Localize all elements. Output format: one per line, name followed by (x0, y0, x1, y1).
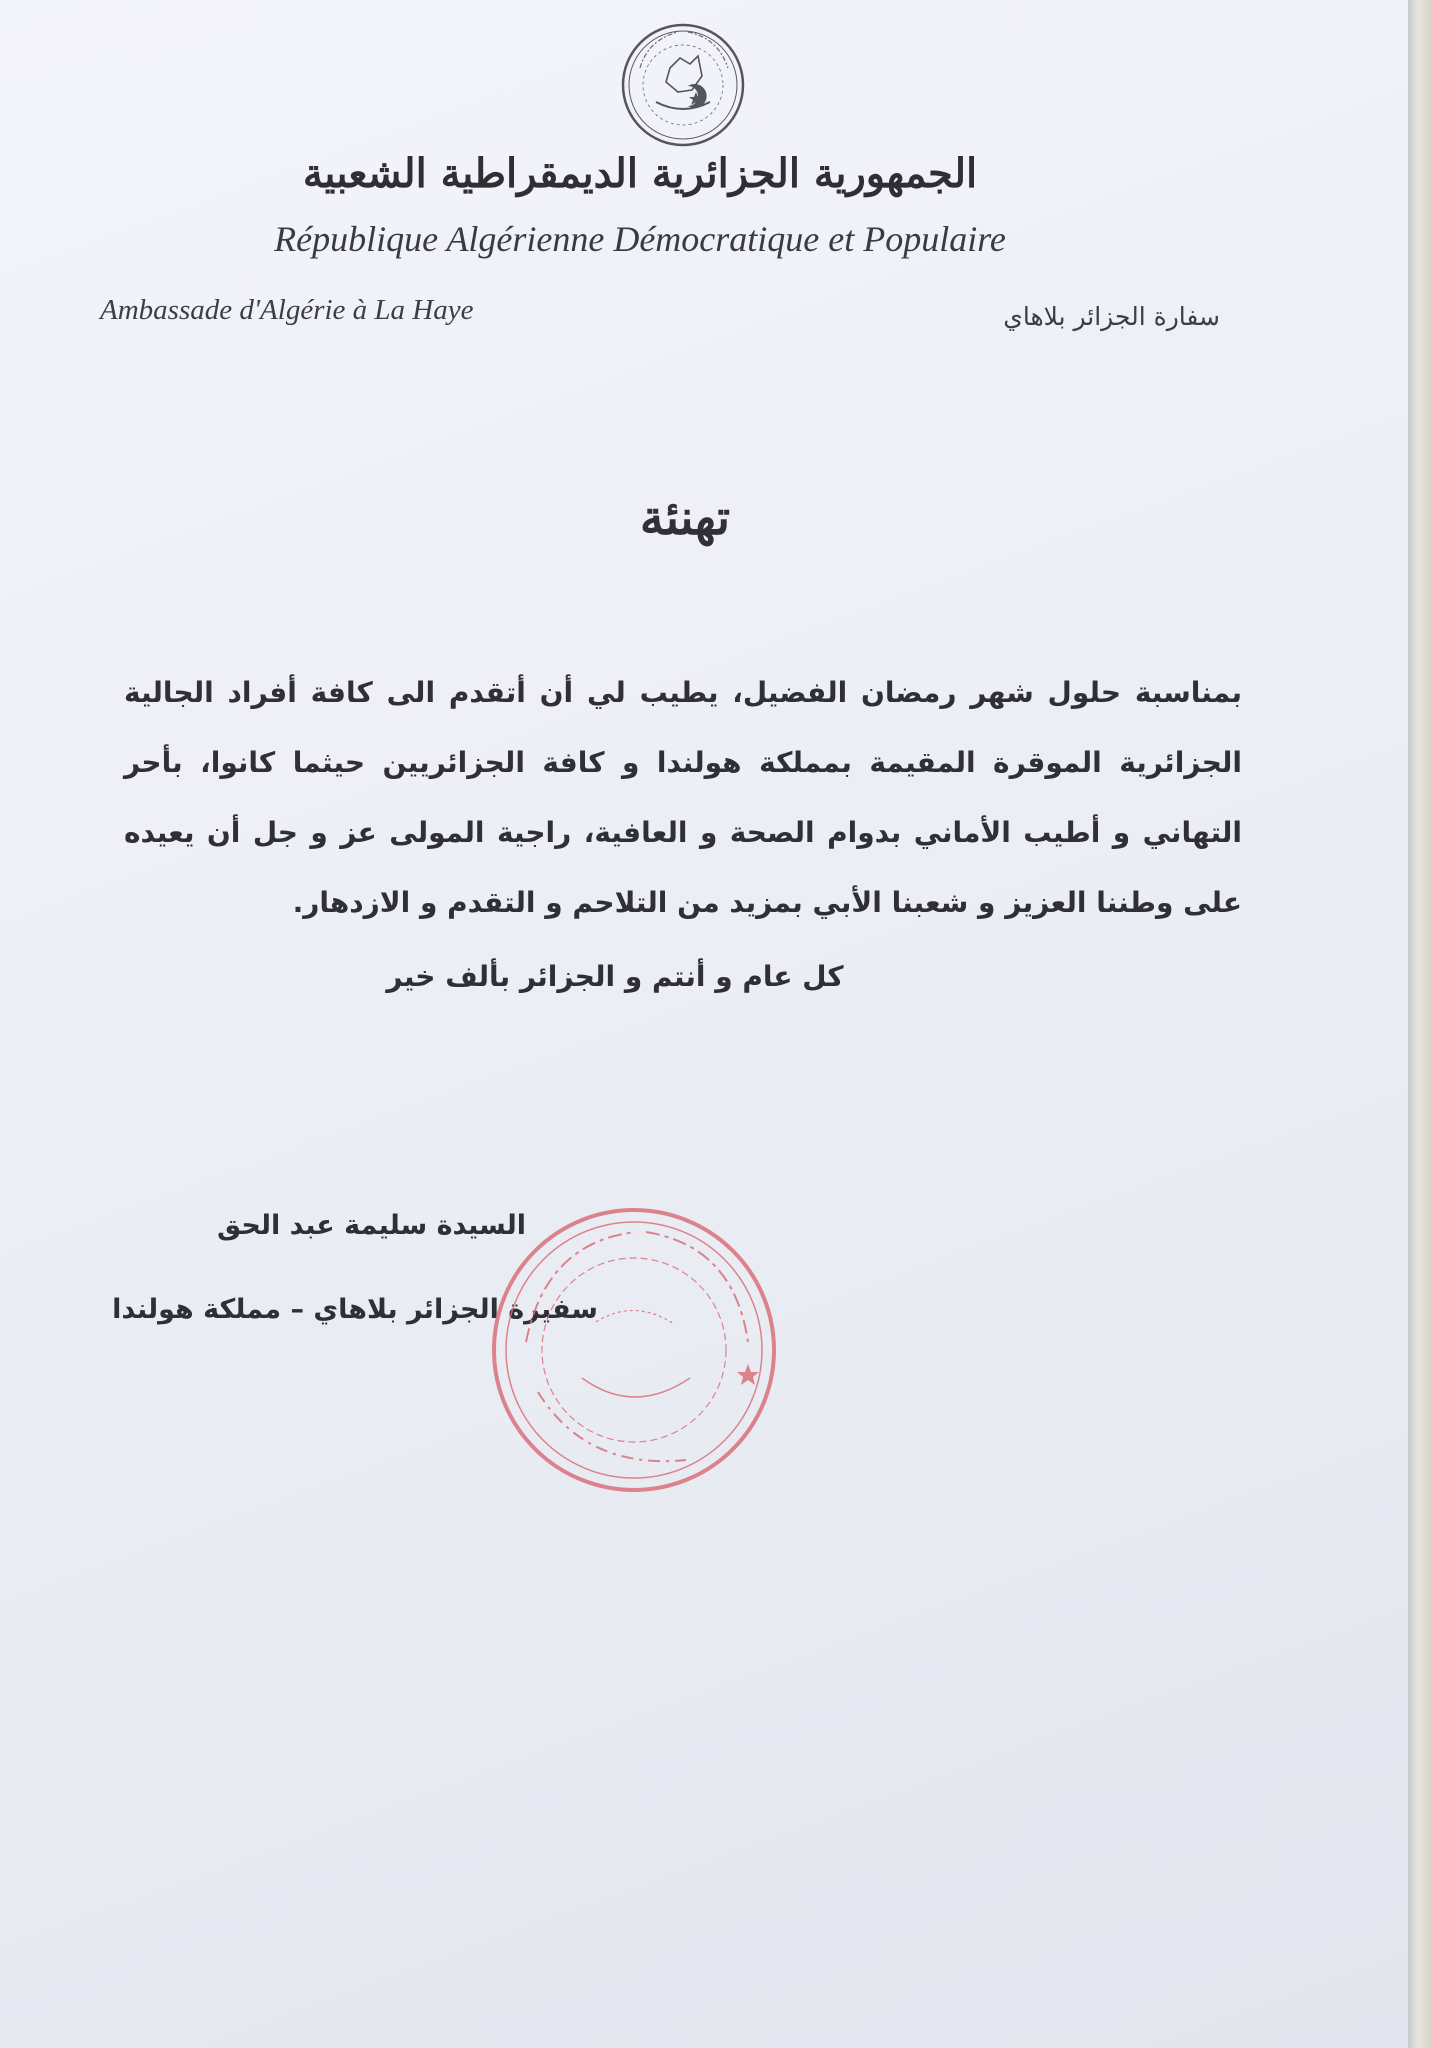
signatory-title: سفيرة الجزائر بلاهاي – مملكة هولندا (112, 1294, 598, 1325)
republic-name-french: République Algérienne Démocratique et Populaire (274, 219, 1006, 259)
republic-name-arabic: الجمهورية الجزائرية الديمقراطية الشعبية (302, 150, 978, 197)
signatory-name: السيدة سليمة عبد الحق (217, 1210, 526, 1241)
closing-wish: كل عام و أنتم و الجزائر بألف خير (386, 960, 844, 993)
letter-body: بمناسبة حلول شهر رمضان الفضيل، يطيب لي أن أتقدم الى كافة أفراد الجالية الجزائرية الموقرة المقيمة بمملكة هولندا و كافة الجزائريين حيثما كانوا، بأحر التهاني و أطيب الأماني بدوام الصحة و العافية، راجية المولى عز و جل أن يعيده على وطننا العزيز و شعبنا الأبي بمزيد من التلاحم و التقدم و الازدهار. (124, 676, 1242, 919)
embassy-name-french: Ambassade d'Algérie à La Haye (100, 294, 474, 326)
embassy-name-arabic: سفارة الجزائر بلاهاي (1003, 302, 1220, 331)
embassy-stamp-icon (486, 1202, 782, 1498)
national-emblem-icon (618, 20, 748, 150)
page-edge (1408, 0, 1432, 2048)
letter-title: تهنئة (639, 490, 731, 546)
